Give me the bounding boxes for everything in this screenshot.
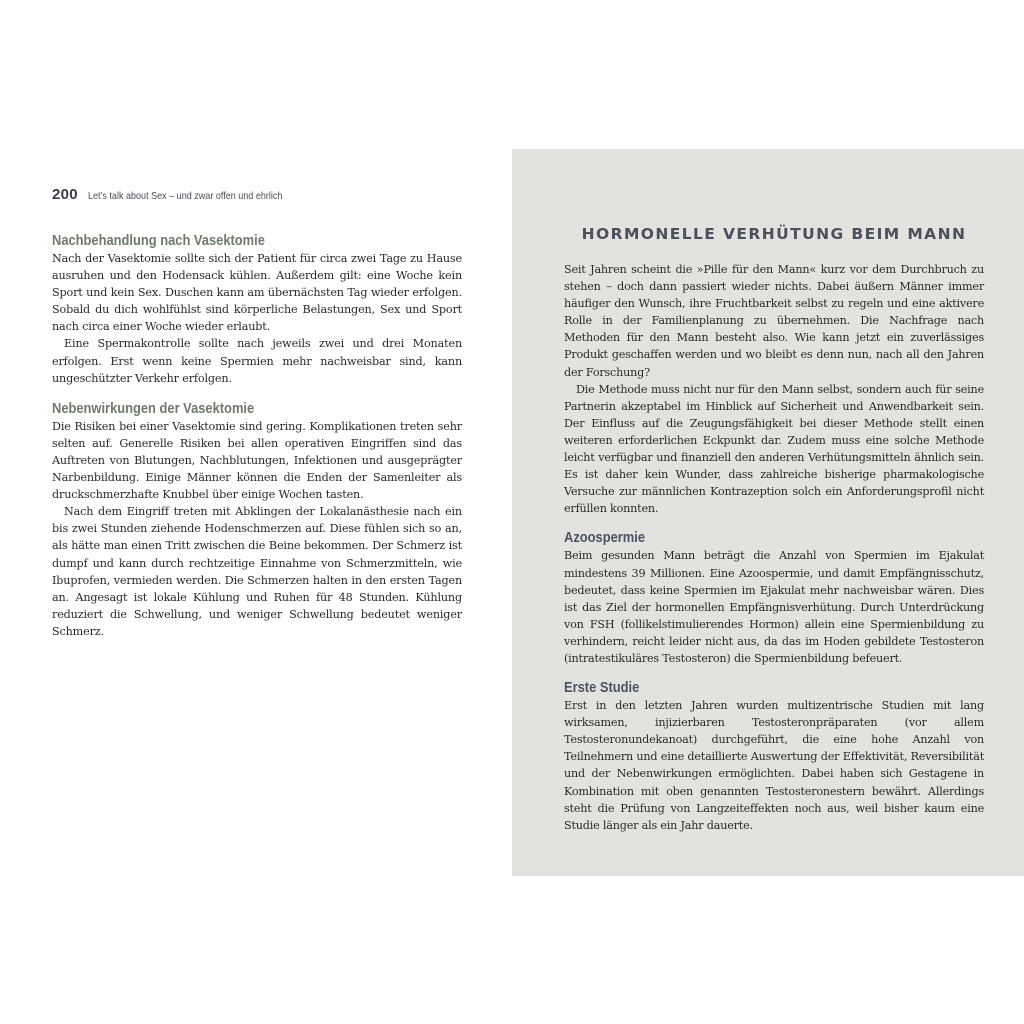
paragraph: Die Methode muss nicht nur für den Mann selbst, sondern auch für seine Partnerin akzeptabel im Hinblick auf Sicherheit und Anwendbarkeit sein. Der Einfluss auf die Zeugungsfähigkeit bei dieser Methode stellt einen weiteren erforderlichen Eckpunkt dar. Zudem muss eine solche Methode leicht verfügbar und finanziell den anderen Verhütungsmitteln ähnlich sein. Es ist daher kein Wunder, dass zahlreiche bisherige pharmakologische Versuche zur männlichen Kontrazeption solch ein Anforderungsprofil nicht erfüllen konnten. (564, 382, 984, 516)
section-heading-erste-studie: Erste Studie (564, 679, 640, 697)
paragraph: Nach der Vasektomie sollte sich der Patient für circa zwei Tage zu Hause ausruhen und den Hodensack kühlen. Außerdem gilt: eine Woche kein Sport und kein Sex. Duschen kann am übernächsten Tag wieder erfolgen. Sobald du dich wohlfühlst sind körperliche Belastungen, Sex und Sport nach circa einer Woche wieder erlaubt. (52, 252, 462, 334)
page-number: 200 (52, 186, 78, 203)
running-title: Let’s talk about Sex – und zwar offen und ehrlich (87, 190, 283, 202)
paragraph: Seit Jahren scheint die »Pille für den Mann« kurz vor dem Durchbruch zu stehen – doch dann passiert wieder nichts. Dabei äußern Männer immer häufiger den Wunsch, ihre Fruchtbarkeit selbst zu regeln und eine aktivere Rolle in der Familienplanung zu übernehmen. Die Nachfrage nach Methoden für den Mann besteht also. Wie kann jetzt ein zuverlässiges Produkt geschaffen werden und wo bleibt es denn nun, nach all den Jahren der Forschung? (564, 263, 984, 379)
info-box-content (564, 225, 984, 834)
left-page (52, 186, 462, 640)
paragraph: Erst in den letzten Jahren wurden multizentrische Studien mit lang wirksamen, injizierbaren Testosteronpräparaten (vor allem Testosteronundekanoat) durchgeführt, die eine hohe Anzahl von Teilnehmern und eine detaillierte Auswertung der Effektivität, Reversibilität und der Nebenwirkungen ermöglichten. Dabei haben sich Gestagene in Kombination mit oben genannten Testosteronestern bewährt. Allerdings steht die Prüfung von Langzeiteffekten noch aus, weil bisher kaum eine Studie länger als ein Jahr dauerte. (564, 699, 984, 832)
paragraph: Beim gesunden Mann beträgt die Anzahl von Spermien im Ejakulat mindestens 39 Millionen. Eine Azoospermie, und damit Empfängnisschutz, bedeutet, dass keine Spermien im Ejakulat mehr nachweisbar wären. Dies ist das Ziel der hormonellen Empfängnisverhütung. Durch Unterdrückung von FSH (follikelstimulierendes Hormon) allein eine Spermienbildung zu verhindern, reicht leider nicht aus, da das im Hoden gebildete Testosteron (intratestikuläres Testosteron) die Spermienbildung befeuert. (564, 549, 984, 665)
info-box (512, 149, 1024, 876)
info-box-title: HORMONELLE VERHÜTUNG BEIM MANN (581, 225, 967, 243)
paragraph: Nach dem Eingriff treten mit Abklingen der Lokalanästhesie nach ein bis zwei Stunden ziehende Hodenschmerzen auf. Diese fühlen sich so an, als hätte man einen Tritt zwischen die Beine bekommen. Der Schmerz ist dumpf und kann durch rechtzeitige Einnahme von Schmerzmitteln, wie Ibuprofen, vermieden werden. Die Schmerzen halten in den ersten Tagen an. Angesagt ist lokale Kühlung und Ruhen für 48 Stunden. Kühlung reduziert die Schwellung, und weniger Schwellung bedeutet weniger Schmerz. (52, 505, 462, 638)
paragraph: Die Risiken bei einer Vasektomie sind gering. Komplikationen treten sehr selten auf. Generelle Risiken bei allen operativen Eingriffen sind das Auftreten von Blutungen, Nachblutungen, Infektionen und ausgeprägter Narbenbildung. Einige Männer können die Enden der Samenleiter als druckschmerzhafte Knubbel über einige Wochen tasten. (52, 419, 462, 502)
section-heading-nebenwirkungen: Nebenwirkungen der Vasektomie (52, 399, 255, 417)
paragraph: Eine Spermakontrolle sollte nach jeweils zwei und drei Monaten erfolgen. Erst wenn keine Spermien mehr nachweisbar sind, kann ungeschützter Verkehr erfolgen. (52, 337, 462, 385)
section-heading-azoospermie: Azoospermie (564, 529, 646, 547)
page-header (52, 186, 462, 210)
section-heading-nachbehandlung: Nachbehandlung nach Vasektomie (52, 232, 265, 249)
